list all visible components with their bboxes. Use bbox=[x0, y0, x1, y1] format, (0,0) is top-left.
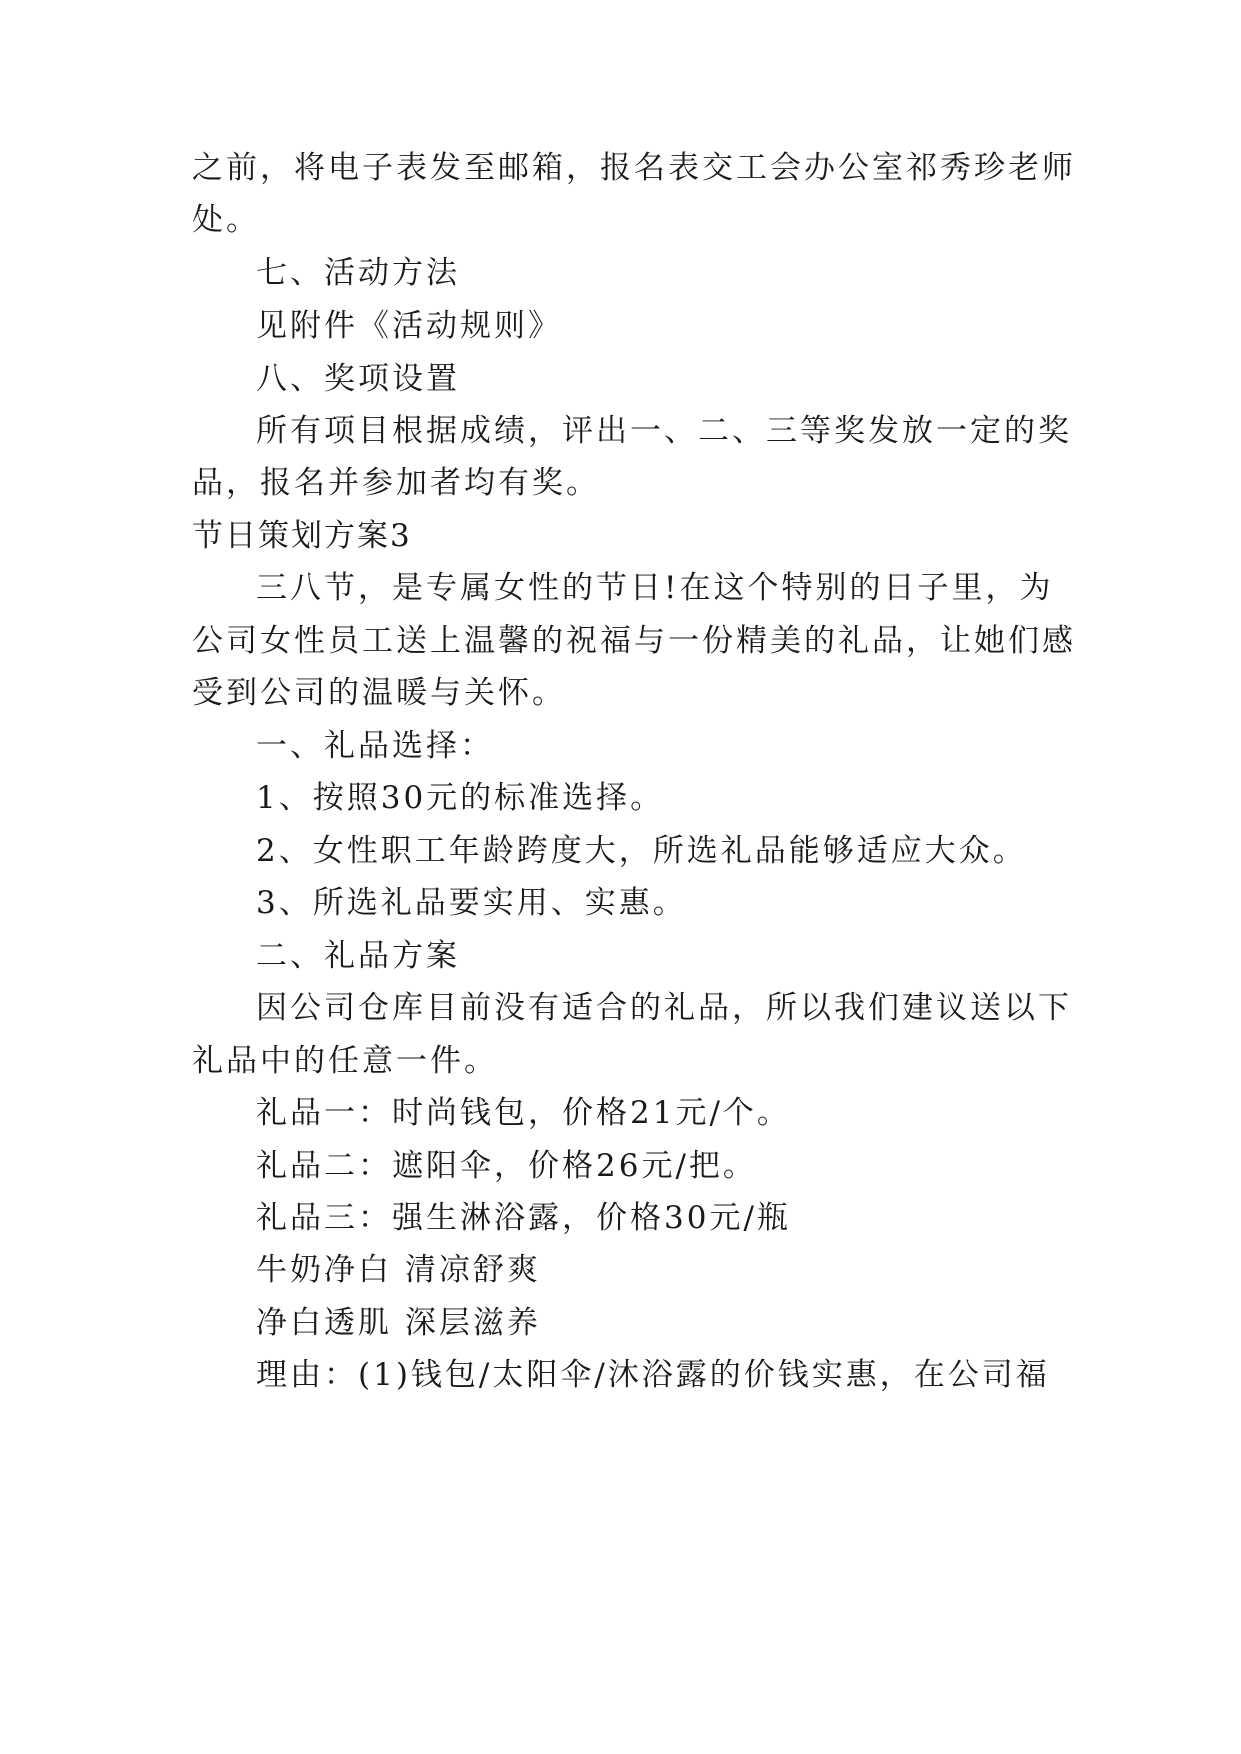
body-text-line: 理由：(1)钱包/太阳伞/沐浴露的价钱实惠，在公司福 bbox=[256, 1357, 1050, 1393]
body-text-line: 品，报名并参加者均有奖。 bbox=[192, 465, 600, 501]
list-item: 1、按照30元的标准选择。 bbox=[256, 780, 665, 816]
section-heading: 一、礼品选择： bbox=[256, 728, 494, 764]
body-text-line: 净白透肌 深层滋养 bbox=[256, 1305, 541, 1341]
section-heading: 二、礼品方案 bbox=[256, 938, 460, 974]
body-text-line: 三八节，是专属女性的节日!在这个特别的日子里，为 bbox=[256, 570, 1054, 606]
body-text-line: 所有项目根据成绩，评出一、二、三等奖发放一定的奖 bbox=[256, 413, 1072, 449]
body-text-line: 因公司仓库目前没有适合的礼品，所以我们建议送以下 bbox=[256, 990, 1072, 1026]
body-text-line: 见附件《活动规则》 bbox=[256, 308, 562, 344]
list-item: 礼品三：强生淋浴露，价格30元/瓶 bbox=[256, 1200, 791, 1236]
body-text-line: 之前，将电子表发至邮箱，报名表交工会办公室祁秀珍老师 bbox=[192, 150, 1076, 186]
list-item: 礼品二：遮阳伞，价格26元/把。 bbox=[256, 1148, 757, 1184]
section-heading: 八、奖项设置 bbox=[256, 361, 460, 397]
list-item: 3、所选礼品要实用、实惠。 bbox=[256, 885, 687, 921]
body-text-line: 礼品中的任意一件。 bbox=[192, 1043, 498, 1079]
list-item: 2、女性职工年龄跨度大，所选礼品能够适应大众。 bbox=[256, 833, 1027, 869]
body-text-line: 公司女性员工送上温馨的祝福与一份精美的礼品，让她们感 bbox=[192, 623, 1076, 659]
body-text-line: 牛奶净白 清凉舒爽 bbox=[256, 1252, 541, 1288]
body-text-line: 受到公司的温暖与关怀。 bbox=[192, 675, 566, 711]
body-text-line: 处。 bbox=[192, 202, 260, 238]
list-item: 礼品一：时尚钱包，价格21元/个。 bbox=[256, 1095, 791, 1131]
section-heading: 七、活动方法 bbox=[256, 255, 460, 291]
document-title: 节日策划方案3 bbox=[192, 518, 412, 554]
